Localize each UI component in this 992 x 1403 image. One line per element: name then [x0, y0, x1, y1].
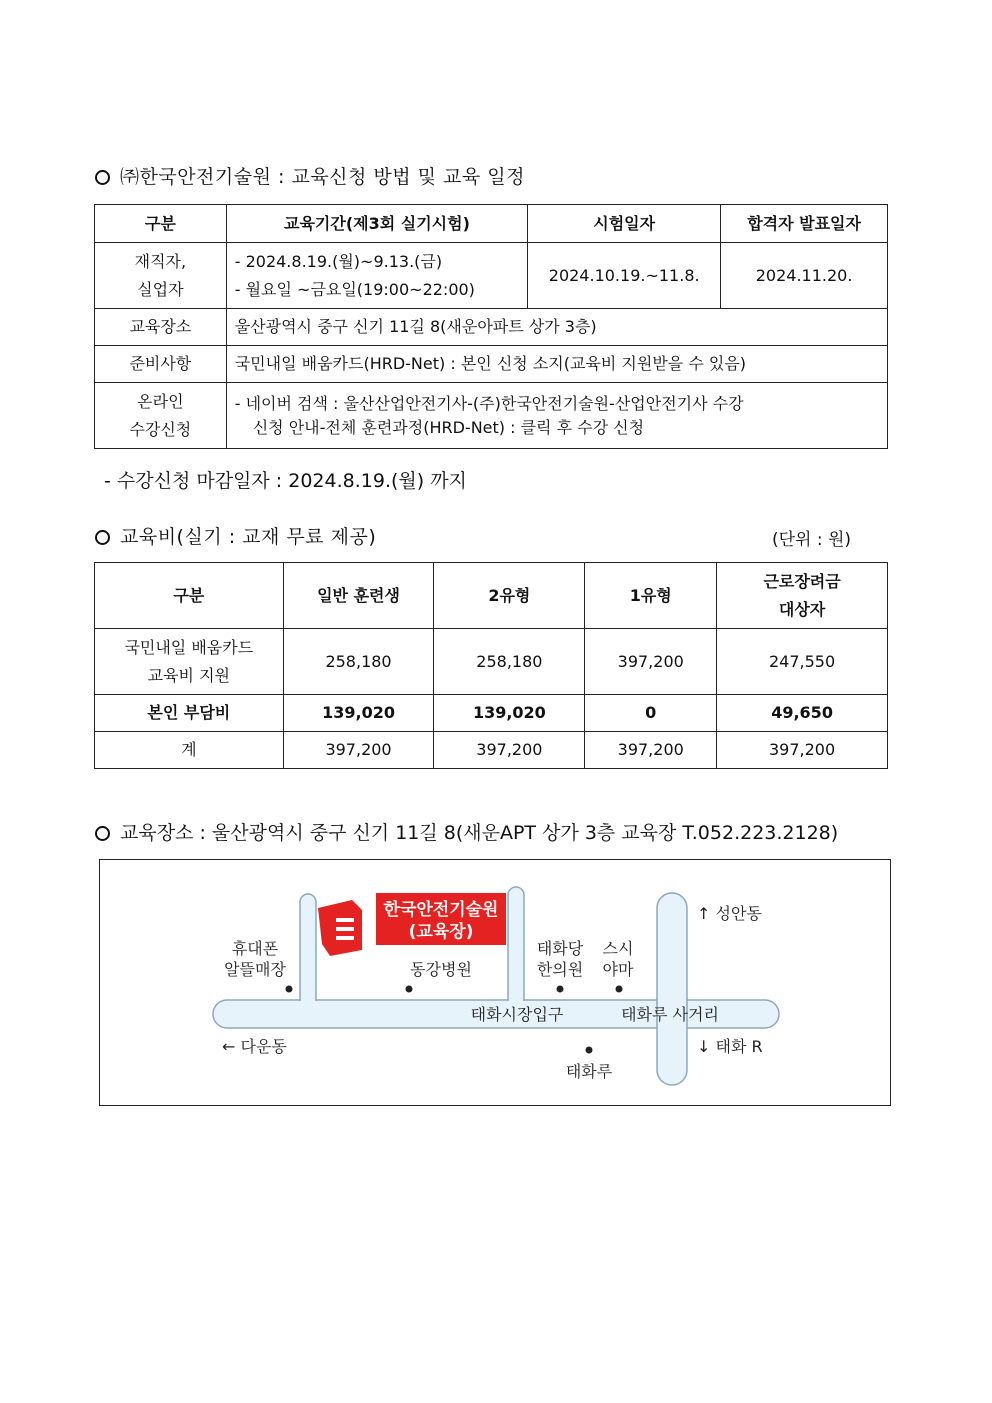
section-title-text: ㈜한국안전기술원 : 교육신청 방법 및 교육 일정 — [120, 166, 526, 188]
exam-date: 2024.10.19.~11.8. — [528, 243, 721, 309]
worker-label-line1: 재직자, — [134, 251, 187, 271]
section-title-schedule — [95, 162, 525, 189]
total-type2: 397,200 — [434, 732, 585, 769]
right-vertical-road — [657, 893, 687, 1085]
label-market: 태화시장입구 — [470, 1005, 564, 1024]
hospital-dot — [406, 986, 413, 993]
map-svg — [100, 860, 890, 1105]
support-label-line1: 국민내일 배움카드 — [124, 637, 254, 657]
label-sushi-1: 스시 — [602, 939, 634, 958]
self-incentive: 49,650 — [717, 695, 888, 732]
prep-value: 국민내일 배움카드(HRD-Net) : 본인 신청 소지(교육비 지원받을 수 있음) — [226, 346, 887, 383]
support-type2: 258,180 — [434, 629, 585, 695]
worker-label — [95, 243, 227, 309]
circle-bullet-icon — [95, 530, 110, 545]
total-incentive: 397,200 — [717, 732, 888, 769]
fee-row-total — [95, 732, 888, 769]
sushi-dot — [616, 986, 623, 993]
label-phone-shop-2: 알뜰매장 — [224, 960, 286, 979]
online-label-line1: 온라인 — [137, 391, 184, 411]
table-row-online — [95, 383, 888, 449]
place-value: 울산광역시 중구 신기 11길 8(새운아파트 상가 3층) — [226, 309, 887, 346]
period-line2: - 월요일 ~금요일(19:00~22:00) — [234, 279, 475, 299]
road-junction-fill-left — [301, 999, 315, 1002]
table-row-prep — [95, 346, 888, 383]
place-label: 교육장소 — [95, 309, 227, 346]
logo-text-line2: (교육장) — [408, 922, 474, 942]
online-label-line2: 수강신청 — [129, 419, 192, 439]
section-title-text: 교육비(실기 : 교재 무료 제공) — [120, 526, 377, 548]
label-clinic-2: 한의원 — [536, 960, 584, 979]
middle-vertical-road — [508, 887, 524, 1000]
support-incentive: 247,550 — [717, 629, 888, 695]
label-seongan: ↑ 성안동 — [697, 904, 762, 923]
fee-row-self — [95, 695, 888, 732]
table-row-place — [95, 309, 888, 346]
unit-label: (단위 : 원) — [772, 530, 852, 550]
label-clinic-1: 태화당 — [536, 939, 584, 958]
fee-header-row — [95, 563, 888, 629]
self-type2: 139,020 — [434, 695, 585, 732]
left-vertical-road — [300, 894, 316, 1000]
incentive-line2: 대상자 — [778, 599, 826, 619]
schedule-table — [94, 204, 888, 449]
total-type1: 397,200 — [585, 732, 717, 769]
online-value-line2: 신청 안내-전체 훈련과정(HRD-Net) : 클릭 후 수강 신청 — [252, 417, 645, 437]
fee-header-type2: 2유형 — [434, 563, 585, 629]
logo-text-line1: 한국안전기술원 — [383, 900, 499, 920]
incentive-line1: 근로장려금 — [763, 571, 841, 591]
fee-header-category: 구분 — [95, 563, 284, 629]
clinic-dot — [557, 986, 564, 993]
header-exam-date: 시험일자 — [528, 205, 721, 243]
online-value — [226, 383, 887, 449]
fee-header-general: 일반 훈련생 — [283, 563, 434, 629]
label-taehwa-r: ↓ 태화 R — [697, 1037, 763, 1056]
online-value-line1: - 네이버 검색 : 울산산업안전기사-(주)한국안전기술원-산업안전기사 수강 — [234, 393, 744, 413]
self-general: 139,020 — [283, 695, 434, 732]
fee-header-type1: 1유형 — [585, 563, 717, 629]
application-deadline: - 수강신청 마감일자 : 2024.8.19.(월) 까지 — [104, 470, 467, 492]
fee-row-support — [95, 629, 888, 695]
label-phone-shop-1: 휴대폰 — [231, 939, 279, 958]
support-label — [95, 629, 284, 695]
period-line1: - 2024.8.19.(월)~9.13.(금) — [234, 251, 443, 271]
phone-shop-dot — [286, 986, 293, 993]
logo-building-icon — [318, 900, 362, 956]
section-title-text: 교육장소 : 울산광역시 중구 신기 11길 8(새운APT 상가 3층 교육장 T.052.223.2128) — [120, 822, 839, 844]
taehwaru-dot — [586, 1047, 593, 1054]
label-sushi-2: 야마 — [602, 960, 634, 979]
table-header-row — [95, 205, 888, 243]
worker-period — [226, 243, 528, 309]
label-crossroad: 태화루 사거리 — [621, 1005, 719, 1024]
section-title-fee — [95, 522, 376, 549]
header-period: 교육기간(제3회 실기시험) — [226, 205, 528, 243]
self-type1: 0 — [585, 695, 717, 732]
road-junction-fill-mid — [509, 999, 523, 1002]
label-hospital: 동강병원 — [410, 960, 472, 979]
prep-label: 준비사항 — [95, 346, 227, 383]
support-label-line2: 교육비 지원 — [147, 665, 230, 685]
circle-bullet-icon — [95, 170, 110, 185]
circle-bullet-icon — [95, 826, 110, 841]
fee-table — [94, 562, 888, 769]
online-label — [95, 383, 227, 449]
header-result-date: 합격자 발표일자 — [721, 205, 888, 243]
location-map — [99, 859, 891, 1106]
table-row-worker — [95, 243, 888, 309]
support-general: 258,180 — [283, 629, 434, 695]
total-label: 계 — [95, 732, 284, 769]
support-type1: 397,200 — [585, 629, 717, 695]
result-date: 2024.11.20. — [721, 243, 888, 309]
header-category: 구분 — [95, 205, 227, 243]
fee-header-incentive — [717, 563, 888, 629]
label-taehwaru: 태화루 — [565, 1062, 613, 1081]
section-title-location — [95, 818, 838, 845]
self-label: 본인 부담비 — [95, 695, 284, 732]
label-daun: ← 다운동 — [222, 1037, 287, 1056]
total-general: 397,200 — [283, 732, 434, 769]
worker-label-line2: 실업자 — [137, 279, 184, 299]
